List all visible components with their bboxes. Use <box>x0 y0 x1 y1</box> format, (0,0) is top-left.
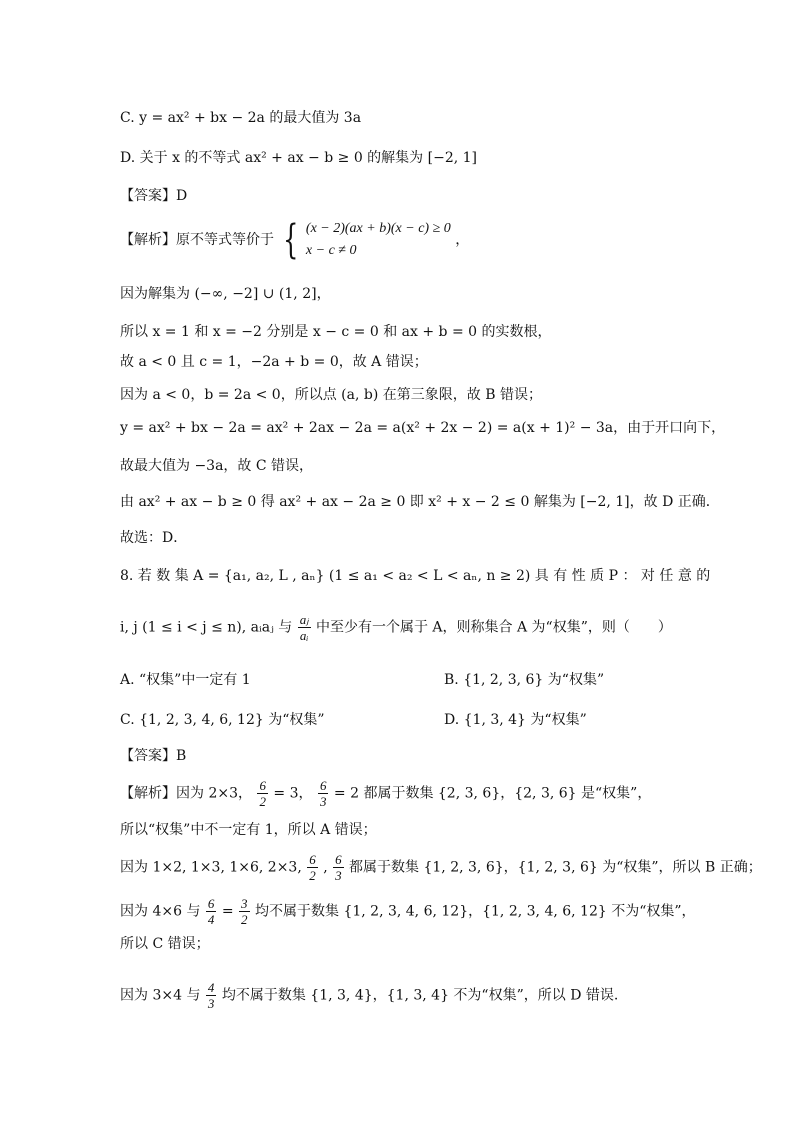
analysis-label: 【解析】原不等式等价于 <box>120 232 274 248</box>
analysis-q8-line-4 <box>120 896 696 927</box>
fraction-numerator: 6 <box>259 778 266 793</box>
text-segment: , <box>323 859 328 876</box>
system-tail: ， <box>455 232 470 248</box>
fraction-denominator: 3 <box>207 996 215 1011</box>
text-segment: = 3， <box>273 785 313 802</box>
fraction-denominator: 2 <box>259 794 266 809</box>
text-segment: 均不属于数集 {1, 3, 4}，{1, 3, 4} 不为“权集”，所以 D 错误. <box>221 987 619 1004</box>
answer-q7: 【答案】D <box>120 188 188 204</box>
system-row-2: x − c ≠ 0 <box>305 243 357 258</box>
text-segment: = 2 都属于数集 {2, 3, 6}，{2, 3, 6} 是“权集”， <box>333 785 652 802</box>
fraction-denominator: 3 <box>335 868 342 883</box>
text-segment: 【解析】因为 2×3， <box>120 785 252 802</box>
analysis-q7-system-line <box>120 218 469 262</box>
fraction <box>257 778 268 809</box>
text-segment: = <box>221 903 234 920</box>
analysis-q7-line-5: y = ax² + bx − 2a = ax² + 2ax − 2a = a(x² + 2x − 2) = a(x + 1)² − 3a，由于开口向下， <box>120 420 726 436</box>
text-segment: 都属于数集 {1, 2, 3, 6}，{1, 2, 3, 6} 为“权集”，所以 B 正确； <box>349 859 762 876</box>
fraction-numerator: 6 <box>207 896 215 911</box>
fraction <box>307 852 318 883</box>
analysis-q8-line-6 <box>120 980 618 1011</box>
option-c-q8: C. {1, 2, 3, 4, 6, 12} 为“权集” <box>120 712 325 728</box>
fraction <box>333 852 344 883</box>
analysis-q7-line-1: 因为解集为 (−∞, −2] ∪ (1, 2]， <box>120 286 331 302</box>
analysis-q7-line-7: 由 ax² + ax − b ≥ 0 得 ax² + ax − 2a ≥ 0 即 x² + x − 2 ≤ 0 解集为 [−2, 1]，故 D 正确． <box>120 494 720 510</box>
left-brace-symbol: { <box>283 217 299 263</box>
option-d-q8: D. {1, 3, 4} 为“权集” <box>444 712 587 728</box>
system-row-1: (x − 2)(ax + b)(x − c) ≥ 0 <box>305 221 451 236</box>
fraction-numerator: 4 <box>207 980 215 995</box>
q8-line2-suffix: 中至少有一个属于 A，则称集合 A 为“权集”，则（ ） <box>315 619 672 636</box>
analysis-q7-line-8: 故选：D． <box>120 530 188 546</box>
fraction-aj-over-ai <box>298 612 311 643</box>
question-8-line-1: 8. 若 数 集 A = {a₁, a₂, L , aₙ} (1 ≤ a₁ < a₂ < L < aₙ, n ≥ 2) 具 有 性 质 P ： 对 任 意 的 <box>120 568 711 584</box>
analysis-q7-line-3: 故 a < 0 且 c = 1，−2a + b = 0，故 A 错误； <box>120 354 428 370</box>
option-b-q8: B. {1, 2, 3, 6} 为“权集” <box>444 672 605 688</box>
option-a-q8: A. “权集”中一定有 1 <box>120 672 251 688</box>
text-segment: 因为 4×6 与 <box>120 903 201 920</box>
fraction-numerator: 6 <box>309 852 316 867</box>
fraction <box>239 896 250 927</box>
fraction <box>206 980 217 1011</box>
q8-line2-prefix: i, j (1 ≤ i < j ≤ n), aᵢaⱼ 与 <box>120 619 293 636</box>
text-segment: 因为 1×2, 1×3, 1×6, 2×3, <box>120 859 302 876</box>
text-segment: 均不属于数集 {1, 2, 3, 4, 6, 12}，{1, 2, 3, 4, 6, 12} 不为“权集”， <box>255 903 696 920</box>
option-d-q7: D. 关于 x 的不等式 ax² + ax − b ≥ 0 的解集为 [−2, 1] <box>120 150 477 166</box>
answer-q8: 【答案】B <box>120 748 187 764</box>
fraction-numerator: 6 <box>335 852 342 867</box>
fraction-numerator: 6 <box>319 778 327 793</box>
analysis-q7-line-4: 因为 a < 0，b = 2a < 0，所以点 (a, b) 在第三象限，故 B 错误； <box>120 387 542 403</box>
fraction-numerator: 3 <box>241 896 248 911</box>
fraction-denominator: 2 <box>241 912 248 927</box>
fraction <box>318 778 329 809</box>
fraction-denominator: 3 <box>319 794 327 809</box>
analysis-q8-line-3 <box>120 852 762 883</box>
analysis-q7-line-2: 所以 x = 1 和 x = −2 分别是 x − c = 0 和 ax + b = 0 的实数根， <box>120 324 552 340</box>
analysis-q8-line-2: 所以“权集”中不一定有 1，所以 A 错误； <box>120 822 377 838</box>
question-8-line-2 <box>120 612 672 643</box>
fraction-denominator: 2 <box>309 868 316 883</box>
analysis-q7-line-6: 故最大值为 −3a，故 C 错误， <box>120 458 314 474</box>
inequality-system <box>278 218 450 262</box>
fraction-numerator: aⱼ <box>299 612 309 627</box>
analysis-q8-line-1 <box>120 778 651 809</box>
fraction-denominator: aᵢ <box>299 628 309 643</box>
analysis-q8-line-5: 所以 C 错误； <box>120 936 210 952</box>
fraction <box>206 896 217 927</box>
fraction-denominator: 4 <box>207 912 215 927</box>
option-c-q7: C. y = ax² + bx − 2a 的最大值为 3a <box>120 110 362 126</box>
text-segment: 因为 3×4 与 <box>120 987 201 1004</box>
